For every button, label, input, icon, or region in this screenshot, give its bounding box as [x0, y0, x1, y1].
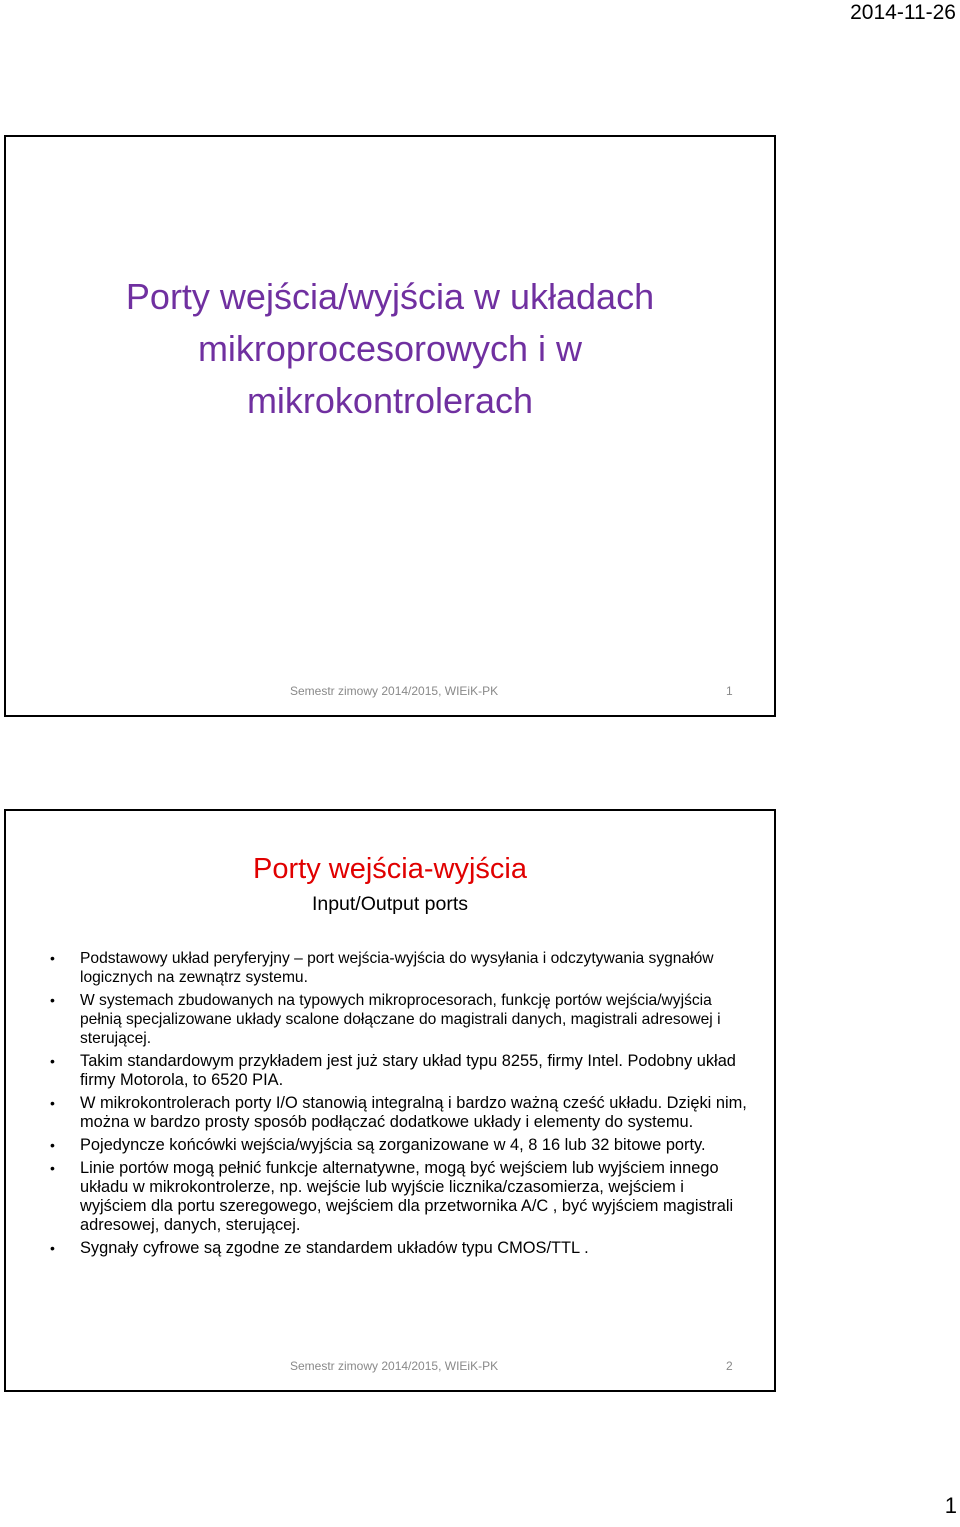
slide-footer: Semestr zimowy 2014/2015, WIEiK-PK: [290, 1359, 499, 1373]
slide-2: [4, 809, 776, 1392]
bullet-item: • Podstawowy układ peryferyjny – port wejścia-wyjścia do wysyłania i odczytywania sygnałów logicznych na zewnątrz systemu.: [50, 949, 750, 987]
bullet-item: • Sygnały cyfrowe są zgodne ze standardem układów typu CMOS/TTL .: [50, 1239, 750, 1258]
slide-number: 1: [726, 684, 733, 698]
slide-number: 2: [726, 1359, 733, 1373]
slide-title: Porty wejścia-wyjścia: [253, 853, 527, 885]
slide-footer: Semestr zimowy 2014/2015, WIEiK-PK: [290, 684, 499, 698]
slide-title: [6, 271, 774, 427]
slide-subtitle: Input/Output ports: [311, 893, 469, 915]
bullet-item: • Pojedyncze końcówki wejścia/wyjścia są zorganizowane w 4, 8 16 lub 32 bitowe porty.: [50, 1136, 750, 1155]
bullet-item: • W mikrokontrolerach porty I/O stanowią integralną i bardzo ważną cześć układu. Dzięki nim, można w bardzo prosty sposób podłączać dodatkowe układy i elementy do systemu.: [50, 1094, 750, 1132]
bullet-list: [50, 949, 750, 1262]
slide-title-line: mikrokontrolerach: [246, 380, 534, 421]
bullet-item: • Takim standardowym przykładem jest już stary układ typu 8255, firmy Intel. Podobny układ firmy Motorola, to 6520 PIA.: [50, 1052, 750, 1090]
page-number: 1: [944, 1493, 957, 1518]
page-date: 2014-11-26: [850, 1, 956, 24]
slide-title-line: mikroprocesorowych i w: [197, 328, 583, 369]
slide-title-line: Porty wejścia/wyjścia w układach: [125, 276, 655, 317]
slide-1: [4, 135, 776, 717]
bullet-item: • Linie portów mogą pełnić funkcje alternatywne, mogą być wejściem lub wyjściem innego układu w mikrokontrolerze, np. wejście lub wyjście licznika/czasomierza, wejściem i wyjściem dla portu szeregowego, wejściem dla przetwornika A/C , być wyjściem magistrali adresowej, danych, sterującej.: [50, 1159, 750, 1235]
bullet-item: • W systemach zbudowanych na typowych mikroprocesorach, funkcję portów wejścia/wyjścia pełnią specjalizowane układy scalone dołączane do magistrali danych, magistrali adresowej i sterującej.: [50, 991, 750, 1048]
